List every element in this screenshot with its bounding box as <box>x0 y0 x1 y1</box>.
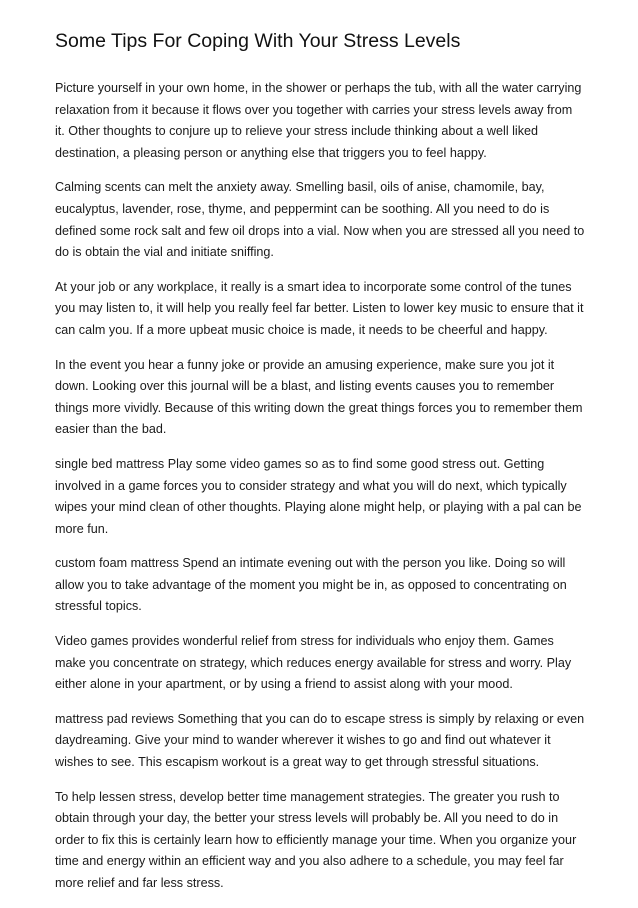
paragraph-6: custom foam mattress Spend an intimate evening out with the person you like. Doing so will allow you to take advantage of the moment you might be in, as opposed to concentrating on stressful topics. <box>55 556 567 614</box>
paragraph-1: Picture yourself in your own home, in the shower or perhaps the tub, with all the water carrying relaxation from it because it flows over you together with carries your stress levels away from it. Other thoughts to conjure up to relieve your stress include thinking about a well liked destination, a pleasing person or anything else that triggers you to feel happy. <box>55 81 582 160</box>
document-title: Some Tips For Coping With Your Stress Levels <box>55 30 461 52</box>
paragraph-8: mattress pad reviews Something that you can do to escape stress is simply by relaxing or even daydreaming. Give your mind to wander wherever it wishes to go and find out whatever it wishes to see. This escapism workout is a great way to get through stressful situations. <box>55 711 585 770</box>
paragraph-5: single bed mattress Play some video games so as to find some good stress out. Getting involved in a game forces you to consider strategy and what you will do next, which typically wipes your mind clean of other thoughts. Playing alone might help, or playing with a pal can be more fun. <box>55 456 582 536</box>
paragraph-2: Calming scents can melt the anxiety away. Smelling basil, oils of anise, chamomile, bay, eucalyptus, lavender, rose, thyme, and peppermint can be soothing. All you need to do is defined some rock salt and few oil drops into a vial. Now when you are stressed all you need to do is obtain the vial and initiate sniffing. <box>55 180 585 260</box>
paragraph-4: In the event you hear a funny joke or provide an amusing experience, make sure you jot it down. Looking over this journal will be a blast, and listing events causes you to remember things more vividly. Because of this writing down the great things forces you to remember them easier than the bad. <box>55 357 583 437</box>
paragraph-9: To help lessen stress, develop better time management strategies. The greater you rush to obtain through your day, the better your stress levels will probably be. All you need to do in order to fix this is certainly learn how to efficiently manage your time. When you organize your time and energy within an efficient way and you also adhere to a schedule, you may feel far more relief and far less stress. <box>55 789 577 890</box>
paragraph-3: At your job or any workplace, it really is a smart idea to incorporate some control of the tunes you may listen to, it will help you really feel far better. Listen to lower key music to ensure that it can calm you. If a more upbeat music choice is made, it needs to be cheerful and happy. <box>55 279 584 337</box>
paragraph-7: Video games provides wonderful relief from stress for individuals who enjoy them. Games make you concentrate on strategy, which reduces energy available for stress and worry. Play either alone in your apartment, or by using a friend to assist along with your mood. <box>55 634 572 692</box>
document-page <box>55 28 585 908</box>
